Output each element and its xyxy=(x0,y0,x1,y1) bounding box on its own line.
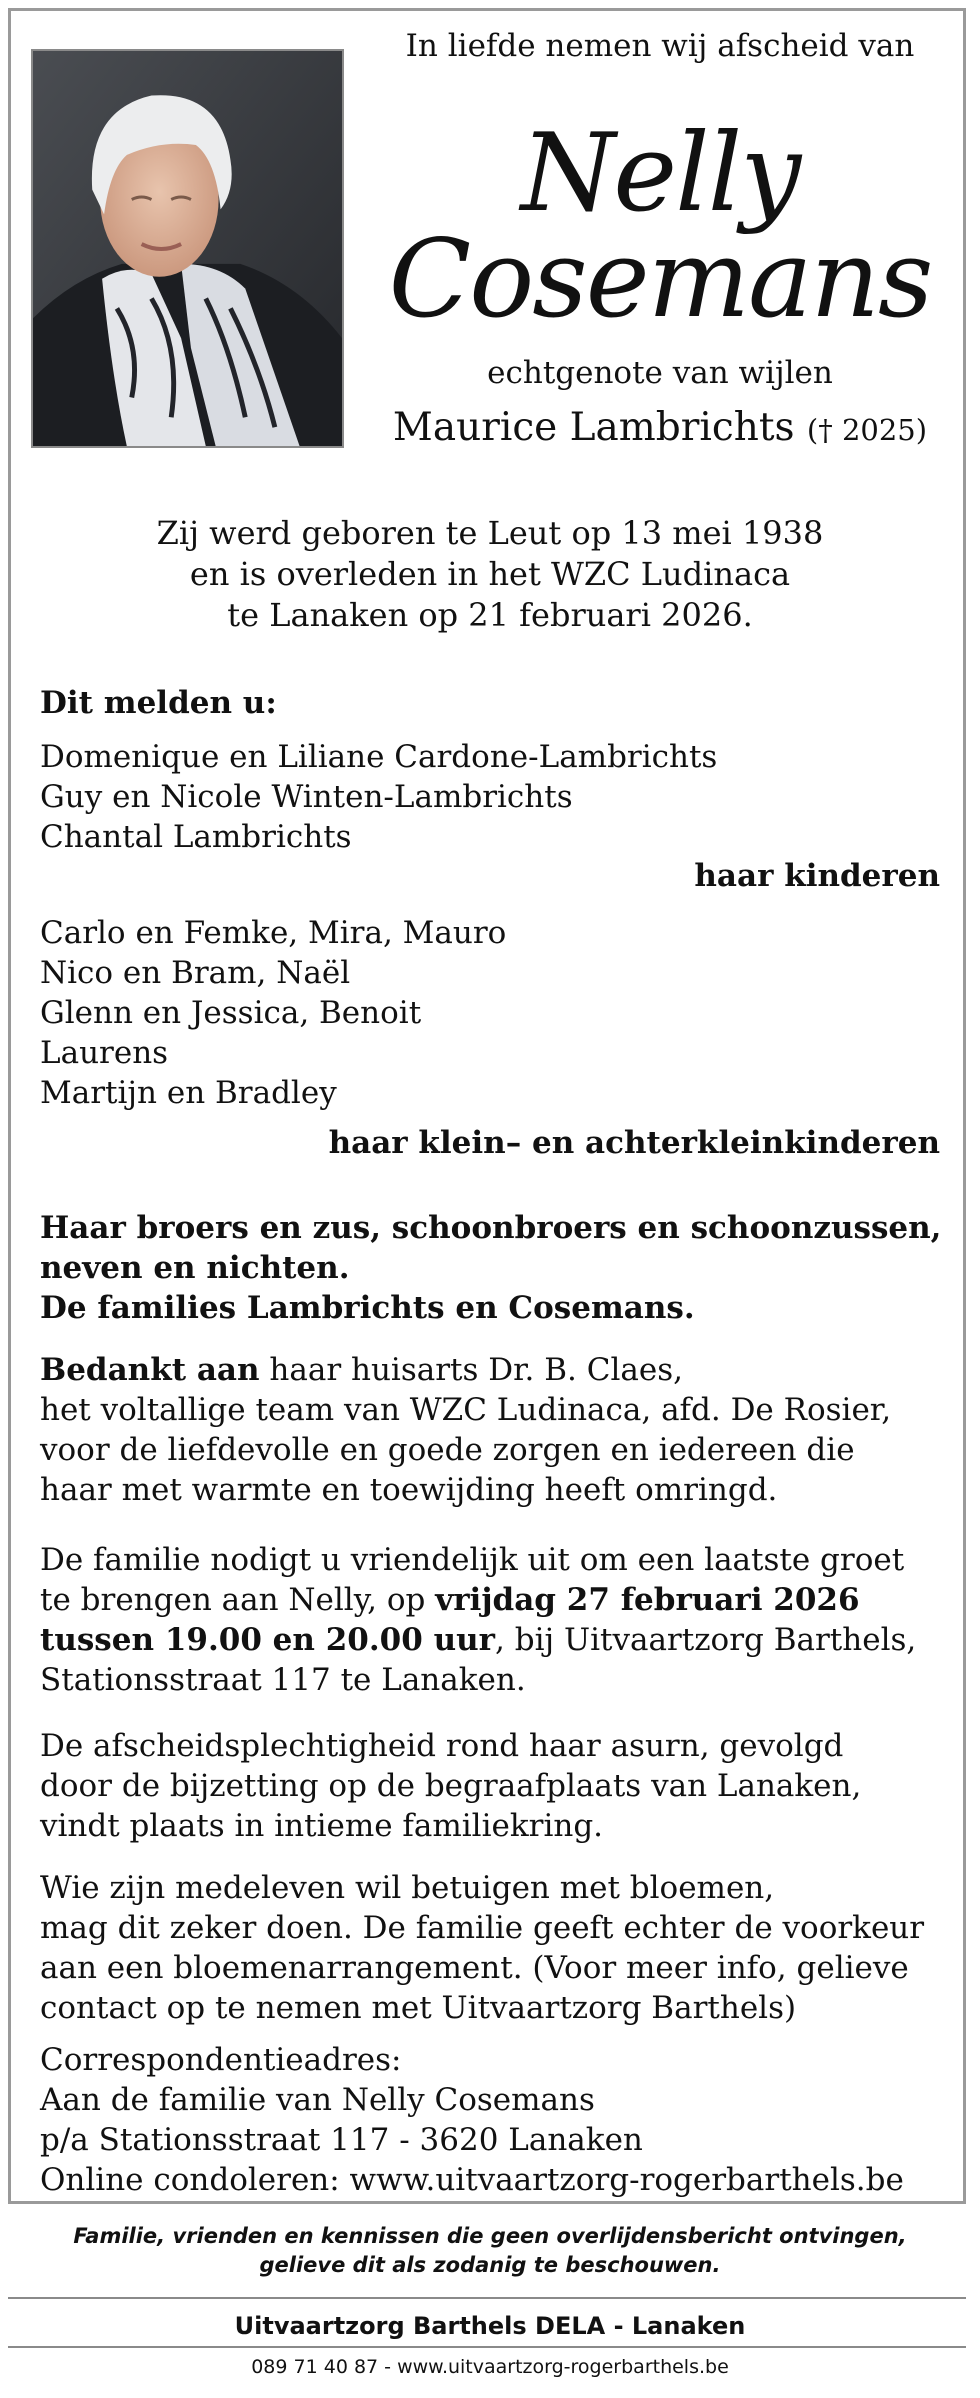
ceremony-line: door de bijzetting op de begraafplaats van Lanaken, xyxy=(40,1768,862,1804)
bio-line: Zij werd geboren te Leut op 13 mei 1938 xyxy=(156,514,824,552)
footer-divider xyxy=(8,2346,966,2348)
children-label: haar kinderen xyxy=(694,858,940,894)
spouse-name: Maurice Lambrichts xyxy=(392,405,795,450)
footer-title: Uitvaartzorg Barthels DELA - Lanaken xyxy=(234,2312,746,2340)
family-block xyxy=(40,1208,941,1328)
portrait-photo xyxy=(31,49,344,448)
bio-line: te Lanaken op 21 februari 2026. xyxy=(227,596,753,634)
list-item: Carlo en Femke, Mira, Mauro xyxy=(40,915,507,951)
intro-line: In liefde nemen wij afscheid van xyxy=(405,28,915,64)
visitation-date: vrijdag 27 februari 2026 xyxy=(435,1582,860,1618)
correspondence-line: Aan de familie van Nelly Cosemans xyxy=(40,2082,595,2118)
family-line: Haar broers en zus, schoonbroers en schoonzussen, xyxy=(40,1210,942,1246)
ceremony-block xyxy=(40,1726,861,1846)
spouse-intro: echtgenote van wijlen xyxy=(487,355,833,391)
visitation-text: , bij Uitvaartzorg Barthels, xyxy=(495,1622,917,1658)
footnote-line: gelieve dit als zodanig te beschouwen. xyxy=(259,2253,721,2277)
flowers-block xyxy=(40,1868,924,2028)
list-item: Chantal Lambrichts xyxy=(40,819,352,855)
footer-contact: 089 71 40 87 - www.uitvaartzorg-rogerbarthels.be xyxy=(251,2356,729,2378)
list-item: Martijn en Bradley xyxy=(40,1075,337,1111)
visitation-text: te brengen aan Nelly, op xyxy=(40,1582,436,1618)
family-line: De families Lambrichts en Cosemans. xyxy=(40,1290,695,1326)
children-list xyxy=(40,737,717,857)
flowers-line: aan een bloemenarrangement. (Voor meer info, gelieve xyxy=(40,1950,909,1986)
thanks-line: het voltallige team van WZC Ludinaca, afd. De Rosier, xyxy=(40,1392,892,1428)
first-name: Nelly xyxy=(520,111,800,236)
thanks-text: haar huisarts Dr. B. Claes, xyxy=(259,1352,683,1388)
thanks-bold: Bedankt aan xyxy=(40,1352,260,1388)
grandchildren-label: haar klein– en achterkleinkinderen xyxy=(328,1125,940,1161)
list-item: Glenn en Jessica, Benoit xyxy=(40,995,422,1031)
footnote-line: Familie, vrienden en kennissen die geen overlijdensbericht ontvingen, xyxy=(73,2224,907,2248)
last-name: Cosemans xyxy=(388,217,932,342)
family-line: neven en nichten. xyxy=(40,1250,350,1286)
footnote xyxy=(0,2222,980,2280)
list-item: Guy en Nicole Winten-Lambrichts xyxy=(40,779,573,815)
portrait-image xyxy=(33,51,342,446)
thanks-block xyxy=(40,1350,891,1510)
correspondence-block xyxy=(40,2040,904,2200)
bio-line: en is overleden in het WZC Ludinaca xyxy=(189,555,791,593)
flowers-line: contact op te nemen met Uitvaartzorg Barthels) xyxy=(40,1990,797,2026)
announcement-heading: Dit melden u: xyxy=(40,685,277,721)
condolence-url: Online condoleren: www.uitvaartzorg-rogerbarthels.be xyxy=(40,2162,904,2198)
correspondence-line: p/a Stationsstraat 117 - 3620 Lanaken xyxy=(40,2122,643,2158)
visitation-line: De familie nodigt u vriendelijk uit om een laatste groet xyxy=(40,1542,905,1578)
visitation-time: tussen 19.00 en 20.00 uur xyxy=(40,1622,496,1658)
list-item: Laurens xyxy=(40,1035,169,1071)
correspondence-line: Correspondentieadres: xyxy=(40,2042,402,2078)
spouse-year: († 2025) xyxy=(806,413,928,447)
flowers-line: Wie zijn medeleven wil betuigen met bloemen, xyxy=(40,1870,775,1906)
footer-divider xyxy=(8,2297,966,2299)
list-item: Domenique en Liliane Cardone-Lambrichts xyxy=(40,739,718,775)
bio-block xyxy=(0,513,980,636)
thanks-line: haar met warmte en toewijding heeft omringd. xyxy=(40,1472,778,1508)
visitation-line: Stationsstraat 117 te Lanaken. xyxy=(40,1662,526,1698)
ceremony-line: vindt plaats in intieme familiekring. xyxy=(40,1808,604,1844)
thanks-line: voor de liefdevolle en goede zorgen en iedereen die xyxy=(40,1432,855,1468)
grandchildren-list xyxy=(40,913,506,1113)
flowers-line: mag dit zeker doen. De familie geeft echter de voorkeur xyxy=(40,1910,925,1946)
visitation-block xyxy=(40,1540,916,1700)
list-item: Nico en Bram, Naël xyxy=(40,955,351,991)
ceremony-line: De afscheidsplechtigheid rond haar asurn, gevolgd xyxy=(40,1728,844,1764)
spouse-line xyxy=(360,405,960,450)
